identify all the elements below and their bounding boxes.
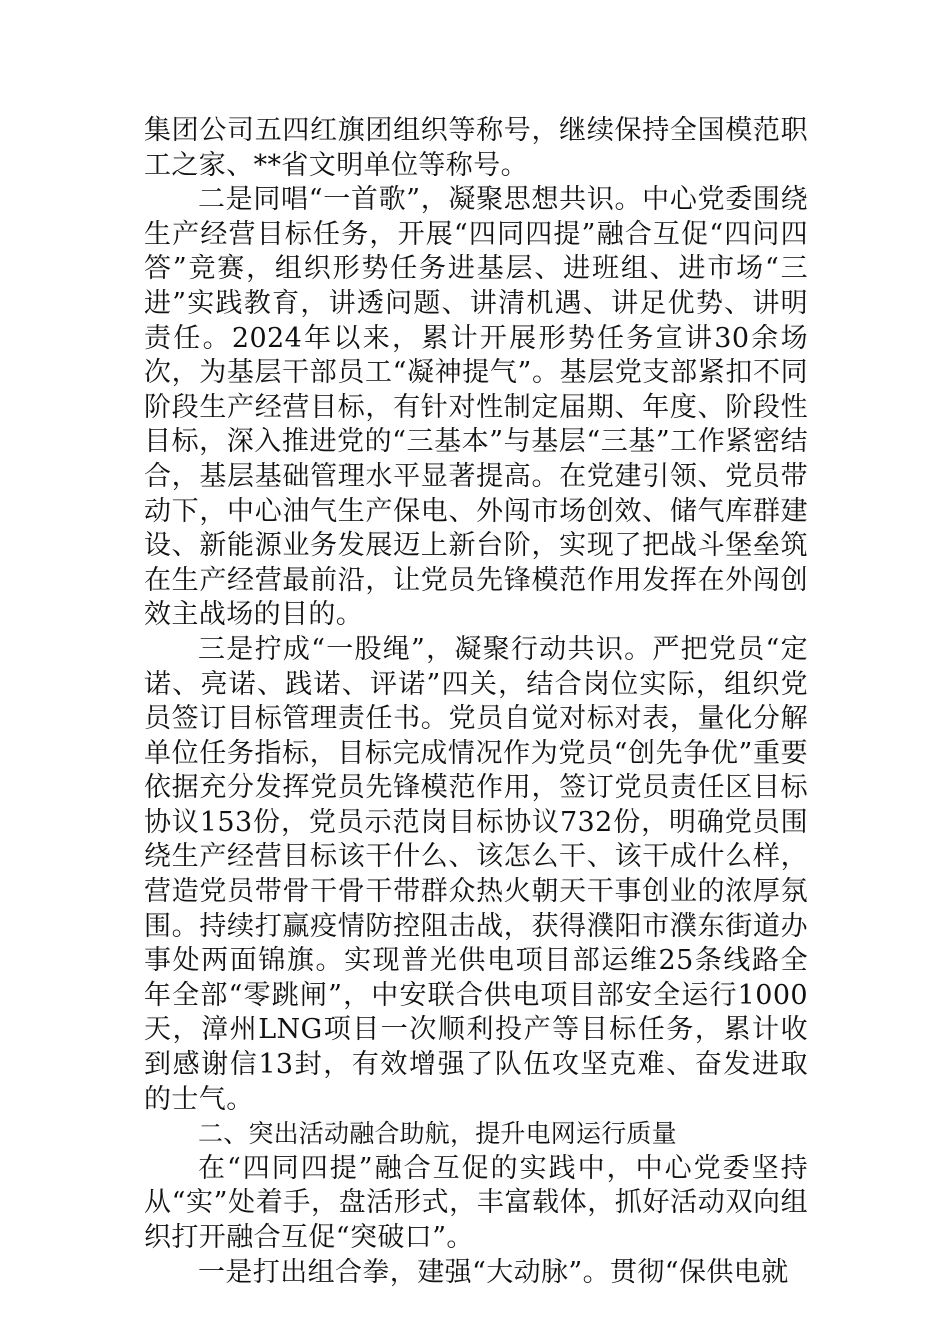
para-continuation: 集团公司五四红旗团组织等称号，继续保持全国模范职工之家、**省文明单位等称号。 [144,115,808,181]
section-heading-2: 二、突出活动融合助航，提升电网运行质量 [198,1119,677,1149]
para-one-rope: 三是拧成“一股绳”，凝聚行动共识。严把党员“定诺、亮诺、践诺、评诺”四关，结合岗位实际，组织党员签订目标管理责任书。党员自觉对标对表，量化分解单位任务指标，目标完成情况作为党员“创先争优”重要依据充分发挥党员先锋模范作用，签订党员责任区目标协议153份，党员示范岗目标协议732份，明确党员围绕生产经营目标该干什么、该怎么干、该干成什么样，营造党员带骨干骨干带群众热火朝天干事创业的浓厚氛围。持续打赢疫情防控阻击战，获得濮阳市濮东街道办事处两面锦旗。实现普光供电项目部运维25条线路全年全部“零跳闸”，中安联合供电项目部安全运行1000天，漳州LNG项目一次顺利投产等目标任务，累计收到感谢信13封，有效增强了队伍攻坚克难、奋发进取的士气。 [144,633,808,1115]
para-one-song: 二是同唱“一首歌”，凝聚思想共识。中心党委围绕生产经营目标任务，开展“四同四提”融合互促“四问四答”竞赛，组织形势任务进基层、进班组、进市场“三进”实践教育，讲透问题、讲清机遇、讲足优势、讲明责任。2024年以来，累计开展形势任务宣讲30余场次，为基层干部员工“凝神提气”。基层党支部紧扣不同阶段生产经营目标，有针对性制定届期、年度、阶段性目标，深入推进党的“三基本”与基层“三基”工作紧密结合，基层基础管理水平显著提高。在党建引领、党员带动下，中心油气生产保电、外闯市场创效、储气库群建设、新能源业务发展迈上新台阶，实现了把战斗堡垒筑在生产经营最前沿，让党员先锋模范作用发挥在外闯创效主战场的目的。 [144,184,808,631]
document-body [144,114,808,1290]
para-section-intro: 在“四同四提”融合互促的实践中，中心党委坚持从“实”处着手，盘活形式，丰富载体，抓好活动双向组织打开融合互促“突破口”。 [144,1152,808,1253]
para-combo-punch: 一是打出组合拳，建强“大动脉”。贯彻“保供电就 [198,1256,789,1288]
